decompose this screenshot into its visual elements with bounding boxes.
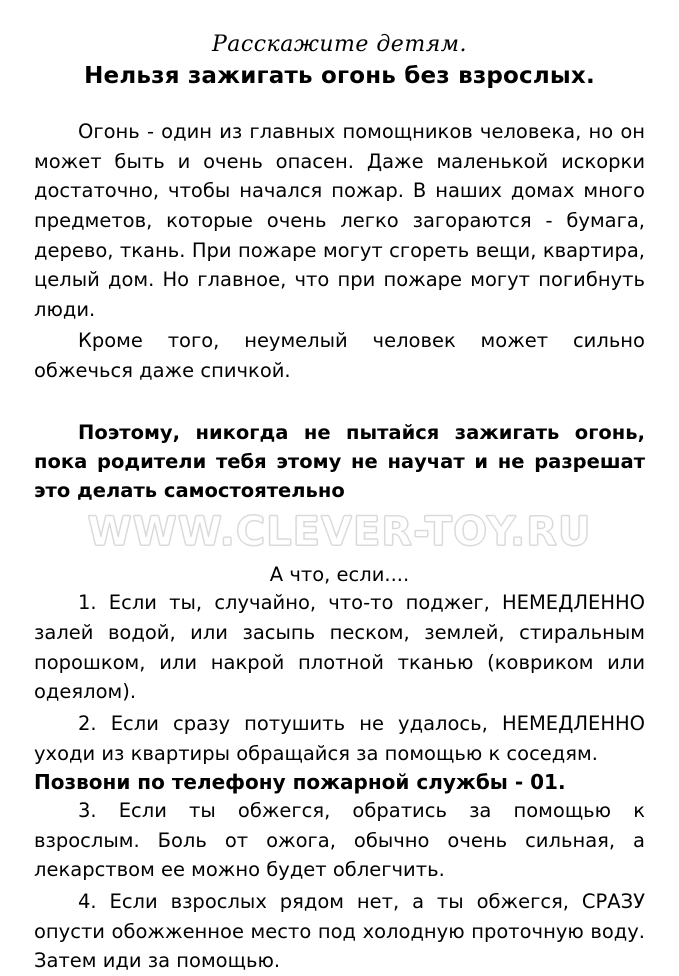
list-item-4: 4. Если взрослых рядом нет, а ты обжегся, СРАЗУ опусти обожженное место под холодную проточную воду. Затем иди за помощью. (34, 890, 652, 973)
subheading-what-if: А что, если.... (269, 563, 410, 587)
page-title-bold: Нельзя зажигать огонь без взрослых. (84, 63, 595, 89)
page-title-italic: Расскажите детям. (212, 32, 467, 57)
paragraph-burn-warning: Кроме того, неумелый человек может сильно обжечься даже спичкой. (34, 329, 652, 382)
list-item-1: 1. Если ты, случайно, что-то поджег, НЕМЕДЛЕННО залей водой, или засыпь песком, землей, стиральным порошком, или накрой плотной тканью (ковриком или одеялом). (34, 591, 652, 704)
spacer-before-bold (34, 388, 645, 418)
paragraph-never-light-fire: Поэтому, никогда не пытайся зажигать огонь, пока родители тебя этому не научат и не разрешат это делать самостоятельно (34, 420, 652, 503)
emergency-phone-line: Позвони по телефону пожарной службы - 01. (34, 770, 566, 795)
list-item-3: 3. Если ты обжегся, обратись за помощью к взрослым. Боль от ожога, обычно очень сильная, а лекарством ее можно будет облегчить. (34, 799, 652, 882)
watermark-zone (34, 505, 645, 563)
list-item-2: 2. Если сразу потушить не удалось, НЕМЕДЛЕННО уходи из квартиры обращайся за помощью к соседям. (34, 711, 652, 765)
watermark-text: WWW.CLEVER-TOY.RU (87, 509, 592, 556)
paragraph-fire-danger: Огонь - один из главных помощников человека, но он может быть и очень опасен. Даже маленькой искорки достаточно, чтобы начался пожар. В наших домах много предметов, которые очень легко загораются - бумага, дерево, ткань. При пожаре могут сгореть вещи, квартира, целый дом. Но главное, что при пожаре могут погибнуть люди. (34, 120, 652, 321)
